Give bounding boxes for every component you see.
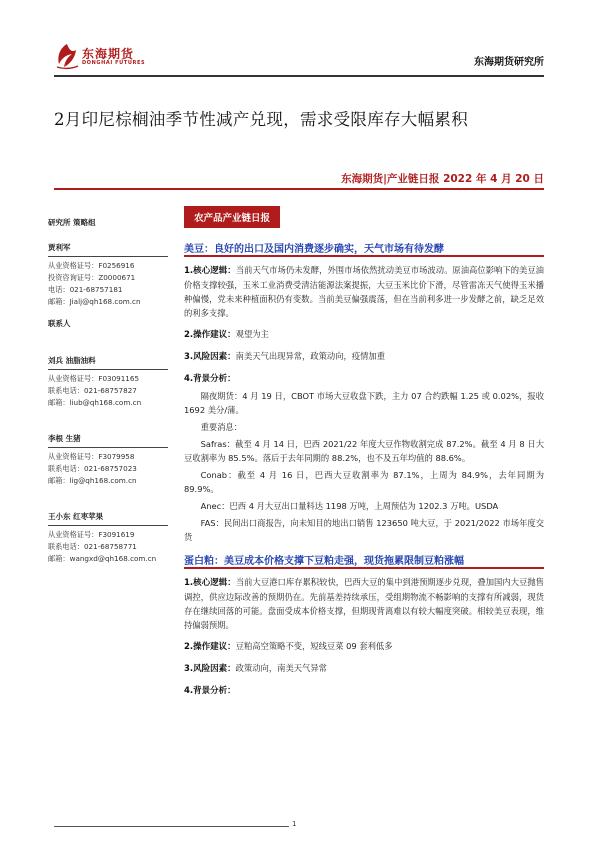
author-info-line: 投资咨询证号：Z0000671 (48, 273, 136, 282)
author-card (48, 433, 178, 487)
item-label: 3.风险因素： (184, 352, 236, 362)
report-date-line: 东海期货|产业链日报 2022 年 4 月 20 日 (341, 173, 544, 185)
author-divider (48, 256, 168, 257)
author-name: 刘兵 油脂油料 (48, 356, 96, 365)
team-label: 研究所 策略组 (48, 218, 96, 227)
report-body (184, 206, 544, 698)
author-sidebar (48, 217, 178, 575)
meal-heading-text: 蛋白粕：美豆成本价格支撑下豆粕走强，现货拖累限制豆粕涨幅 (184, 556, 464, 567)
meal-core-logic (184, 575, 544, 632)
author-divider (48, 369, 168, 370)
item-text: 南美天气出现异常，政策动向，疫情加重 (235, 351, 386, 361)
author-info-line: 从业资格证号：F0256916 (48, 261, 135, 270)
bg-paragraph: Safras：截至 4 月 14 日，巴西 2021/22 年度大豆作物收割完成 87.2%。截至 4 月 8 日大豆收割率为 85.5%。落后于去年同期的 88.2%，也不及五年均值的 88.6%。 (184, 439, 544, 463)
bg-paragraph: Anec：巴西 4 月大豆出口量料达 1198 万吨，上周预估为 1202.3 万吨。USDA (200, 501, 499, 511)
logo-text-cn: 东海期货 (82, 47, 135, 61)
author-name: 贾利军 (48, 243, 71, 252)
author-email[interactable]: 邮箱：Jialj@qh168.com.cn (48, 297, 141, 306)
soy-advice (184, 327, 544, 342)
author-info-line: 从业资格证号：F03091165 (48, 374, 140, 383)
bg-paragraph: 重要消息： (200, 422, 243, 432)
soy-risk (184, 349, 544, 364)
item-label: 2.操作建议： (184, 642, 236, 652)
item-label: 2.操作建议： (184, 330, 236, 340)
soy-section-heading (184, 240, 544, 256)
bg-paragraph: FAS：民间出口商报告，向未知目的地出口销售 123650 吨大豆，于 2021/2022 市场年度交货 (184, 518, 544, 542)
author-info-line: 联系电话：021-68757827 (48, 386, 137, 395)
author-email[interactable]: 邮箱：lig@qh168.com.cn (48, 476, 137, 485)
author-info-line: 联系电话：021-68758771 (48, 542, 137, 551)
item-text: 豆粕高空策略不变，短线豆菜 09 套利低多 (235, 641, 393, 651)
author-divider (48, 447, 168, 448)
author-info-line: 电话：021-68757181 (48, 285, 123, 294)
author-info-line: 从业资格证号：F3079958 (48, 452, 135, 461)
author-name: 李根 生猪 (48, 434, 81, 443)
item-text: 当前大豆港口库存累积较快，巴西大豆的集中到港预期逐步兑现，叠加国内大豆抛售调控，供应边际改善的预期仍在。先前基差持续承压，受组期物流不畅影响的支撑有所减弱，现货存在继续回落的可能。盘面受成本价格支撑，但期现背离难以有较大幅度突破。相较美豆表现，维持偏弱预期。 (184, 577, 544, 630)
logo-mark-icon (54, 42, 80, 70)
meal-section-heading (184, 552, 544, 568)
title-divider (54, 188, 544, 190)
author-email[interactable]: 邮箱：liub@qh168.com.cn (48, 398, 142, 407)
item-label: 4.背景分析： (184, 374, 236, 384)
author-info-line: 从业资格证号：F3091619 (48, 530, 135, 539)
bg-paragraph: Conab：截至 4 月 16 日，巴西大豆收割率为 87.1%，上周为 84.9%，去年同期为 89.9%。 (184, 470, 544, 494)
logo (54, 42, 164, 72)
heading-underline (184, 567, 544, 569)
heading-underline (184, 255, 544, 257)
meal-background (184, 683, 544, 698)
author-card (48, 511, 178, 565)
meal-risk (184, 661, 544, 676)
contact-label: 联系人 (48, 319, 71, 328)
logo-text-en: DONGHAI FUTURES (82, 60, 146, 66)
author-card (48, 242, 178, 308)
item-text: 政策动向，南美天气异常 (235, 663, 327, 673)
page-header (54, 42, 544, 72)
author-card (48, 355, 178, 409)
institute-name: 东海期货研究所 (474, 57, 544, 68)
item-text: 当前天气市场仍未发酵，外围市场依然扰动美豆市场波动。原油高位影响下的美豆油价格支撑较强，玉米工业消费受清洁能源法案提振，大豆玉米比价下滑，尽管雷冻天气使得玉米播种偏慢，党未来种植面积仍有变数。当前美豆偏强震荡，但在当前利多进一步发酵之前，缺乏足效的利多支撑。 (184, 265, 544, 318)
author-divider (48, 525, 168, 526)
item-label: 1.核心逻辑： (184, 266, 236, 276)
item-text: 观望为主 (235, 329, 269, 339)
header-divider (54, 75, 544, 77)
item-label: 1.核心逻辑： (184, 578, 236, 588)
author-email[interactable]: 邮箱：wangxd@qh168.com.cn (48, 554, 157, 563)
soy-core-logic (184, 263, 544, 320)
section-tag: 农产品产业链日报 (184, 206, 280, 228)
bg-paragraph: 隔夜期货：4 月 19 日，CBOT 市场大豆收盘下跌，主力 07 合约跌幅 1.25 或 0.02%，报收 1692 美分/蒲。 (184, 391, 544, 415)
soy-background (184, 371, 544, 544)
item-label: 4.背景分析： (184, 686, 236, 696)
footer-divider (54, 826, 289, 827)
soy-heading-text: 美豆：良好的出口及国内消费逐步确实，天气市场有待发酵 (184, 244, 444, 255)
item-label: 3.风险因素： (184, 664, 236, 674)
author-name: 王小东 红枣苹果 (48, 512, 104, 521)
report-title: 2月印尼棕榈油季节性减产兑现，需求受限库存大幅累积 (54, 110, 468, 129)
meal-advice (184, 639, 544, 654)
author-info-line: 联系电话：021-68757023 (48, 464, 137, 473)
page-number: 1 (292, 820, 297, 828)
